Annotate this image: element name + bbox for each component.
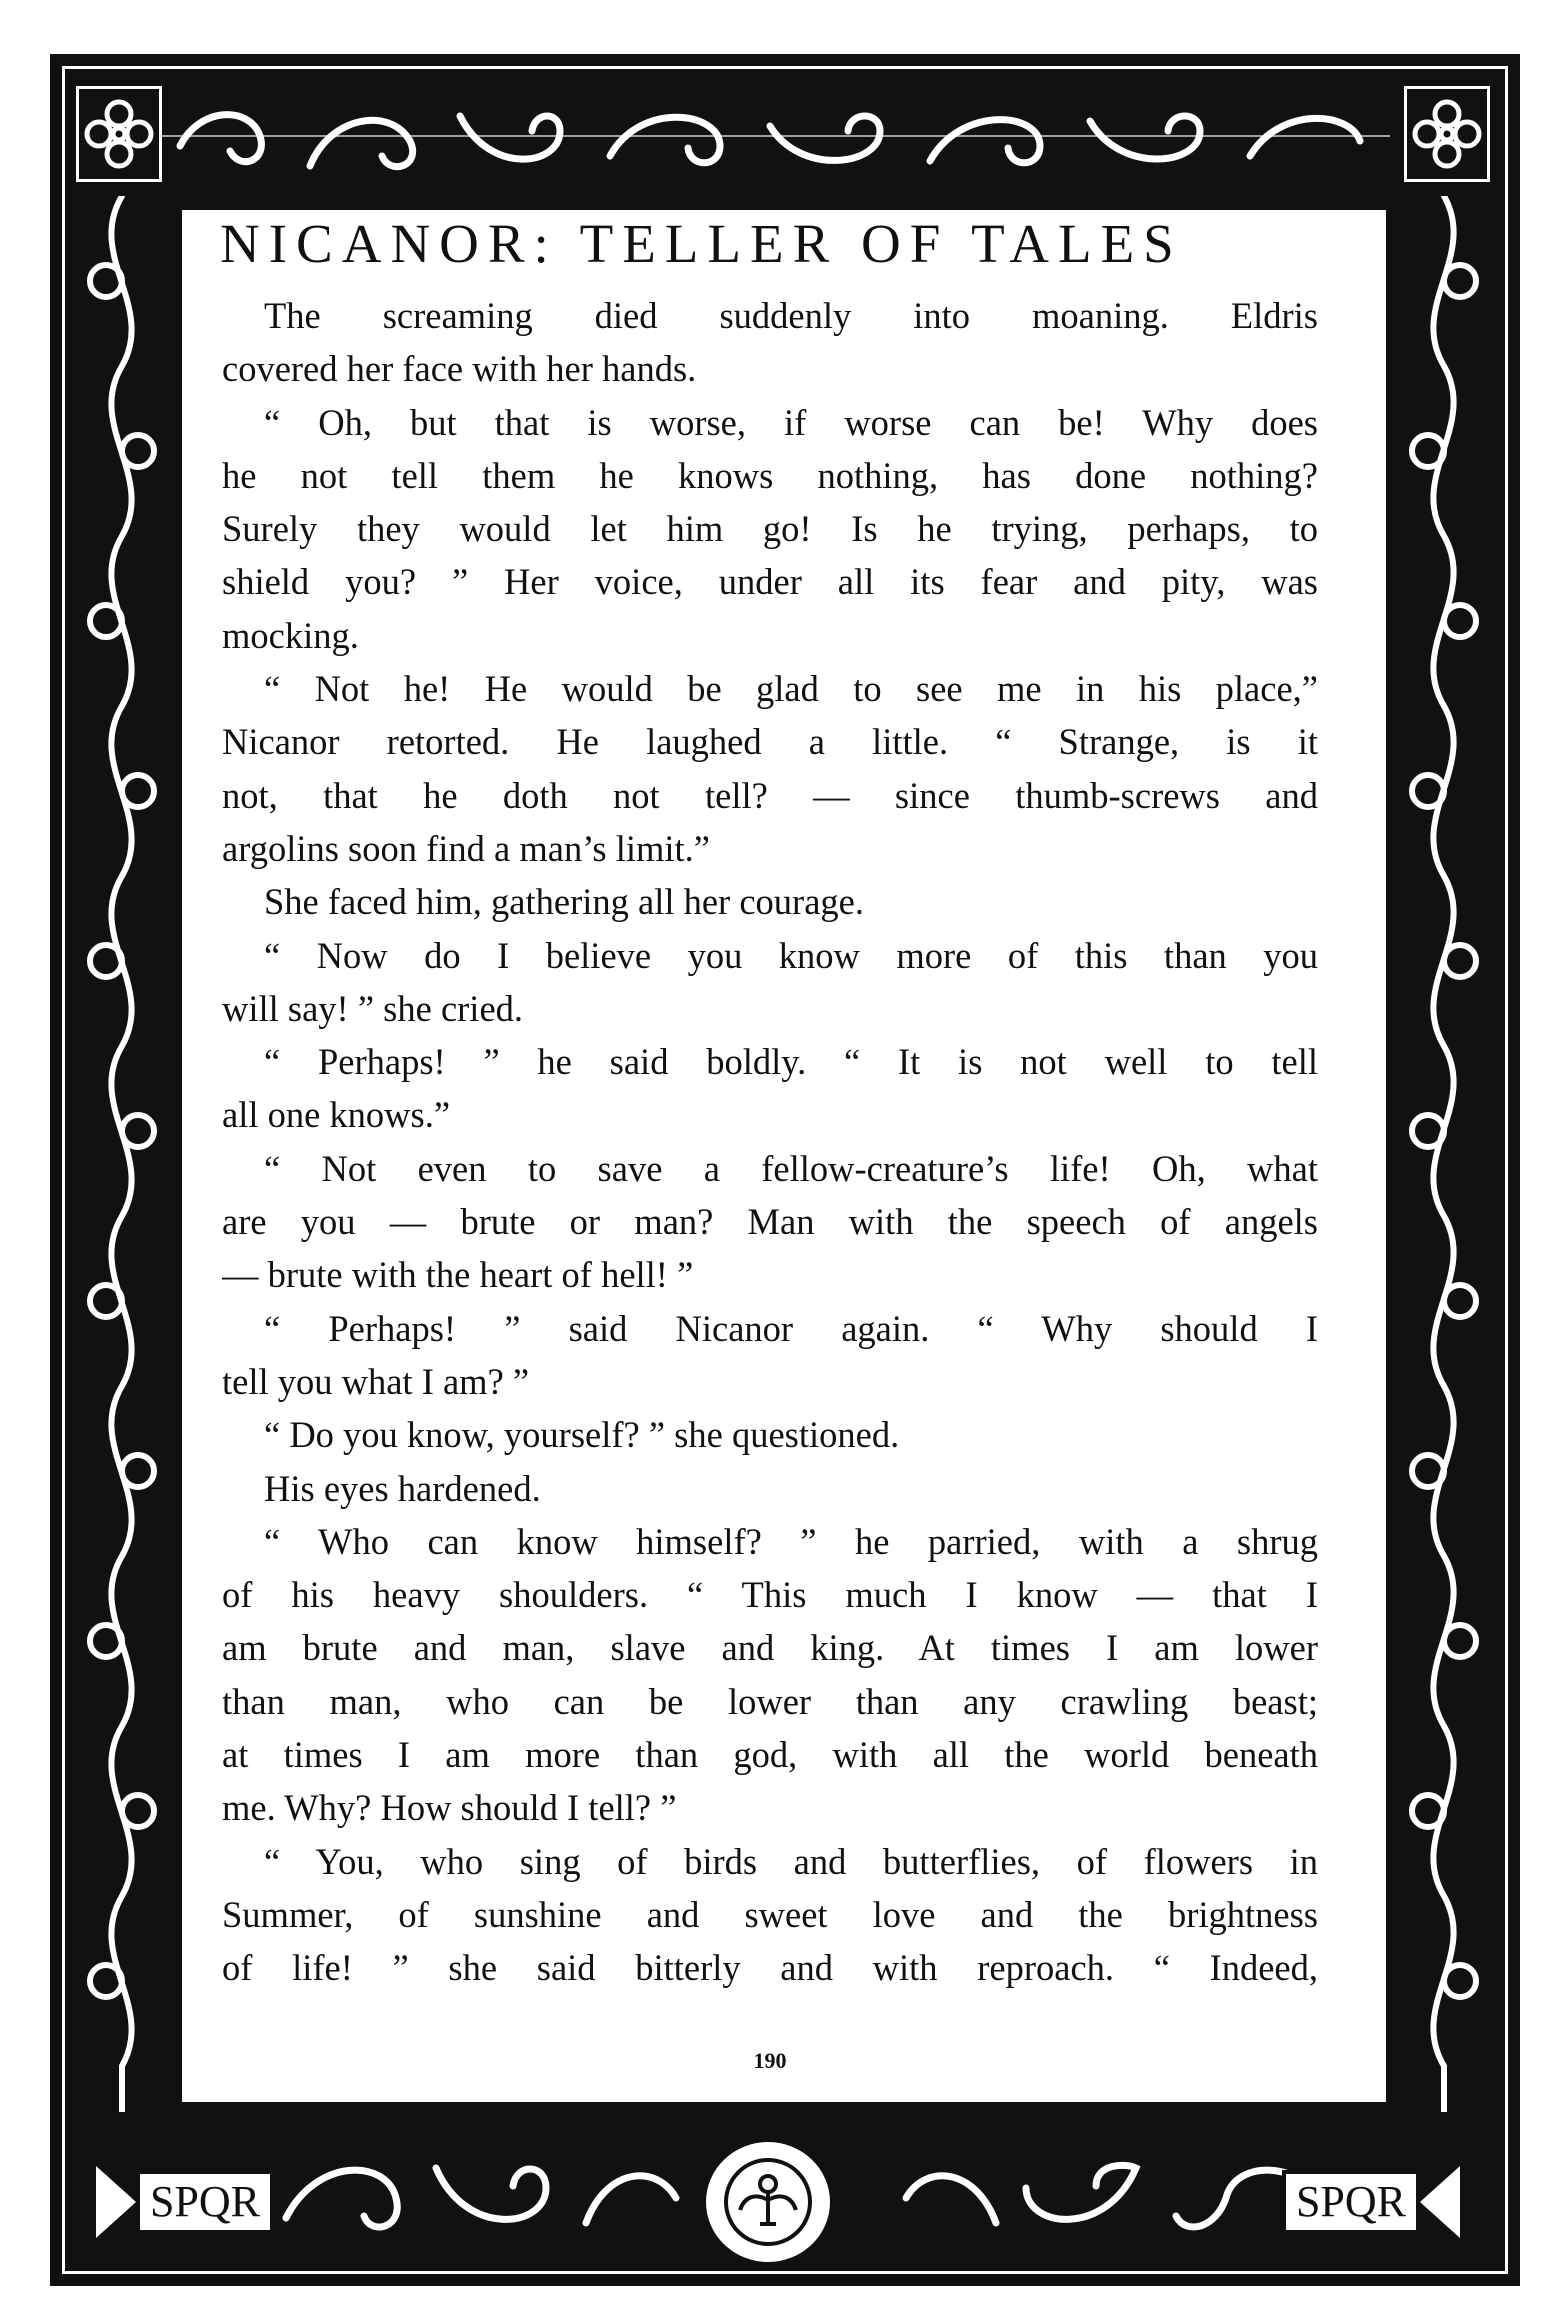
text-line: Nicanor retorted. He laughed a little. “ Strange, is it bbox=[222, 721, 1318, 763]
eagle-icon bbox=[724, 2158, 812, 2246]
text-line: His eyes hardened. bbox=[264, 1467, 541, 1509]
text-line: “ Perhaps! ” he said boldly. “ It is not well to tell bbox=[264, 1041, 1318, 1083]
text-line: of his heavy shoulders. “ This much I know — that I bbox=[222, 1574, 1318, 1616]
text-line: — brute with the heart of hell! ” bbox=[222, 1254, 694, 1296]
text-line: shield you? ” Her voice, under all its fear and pity, was bbox=[222, 561, 1318, 603]
text-line: Summer, of sunshine and sweet love and the brightness bbox=[222, 1893, 1318, 1935]
left-scroll-ornament bbox=[76, 196, 168, 2112]
text-line: tell you what I am? ” bbox=[222, 1360, 530, 1402]
body-text bbox=[222, 289, 1318, 1995]
text-line: not, that he doth not tell? — since thumb-screws and bbox=[222, 774, 1318, 816]
text-line: covered her face with her hands. bbox=[222, 348, 697, 390]
text-line: “ Now do I believe you know more of this than you bbox=[264, 934, 1318, 976]
text-line: She faced him, gathering all her courage. bbox=[264, 881, 864, 923]
text-line: “ Perhaps! ” said Nicanor again. “ Why should I bbox=[264, 1307, 1318, 1349]
text-line: “ Not even to save a fellow-creature’s life! Oh, what bbox=[264, 1147, 1318, 1189]
page-number: 190 bbox=[753, 2048, 787, 2073]
text-line: “ Who can know himself? ” he parried, with a shrug bbox=[264, 1520, 1318, 1562]
tablet-wing-right bbox=[1420, 2166, 1460, 2238]
text-line: me. Why? How should I tell? ” bbox=[222, 1787, 677, 1829]
text-line: “ Do you know, yourself? ” she questioned. bbox=[264, 1414, 900, 1456]
text-line: he not tell them he knows nothing, has done nothing? bbox=[222, 454, 1318, 496]
text-line: “ Not he! He would be glad to see me in his place,” bbox=[264, 668, 1318, 710]
right-scroll-ornament bbox=[1398, 196, 1490, 2112]
spqr-tablet-right: SPQR bbox=[1282, 2170, 1420, 2234]
corner-flower-ornament-left bbox=[76, 86, 162, 182]
text-line: than man, who can be lower than any crawling beast; bbox=[222, 1680, 1318, 1722]
text-line: Surely they would let him go! Is he trying, perhaps, to bbox=[222, 508, 1318, 550]
text-line: The screaming died suddenly into moaning. Eldris bbox=[264, 295, 1318, 336]
text-line: are you — brute or man? Man with the speech of angels bbox=[222, 1201, 1318, 1243]
text-line: at times I am more than god, with all the world beneath bbox=[222, 1734, 1318, 1776]
text-line: “ Oh, but that is worse, if worse can be! Why does bbox=[264, 401, 1318, 443]
text-line: all one knows.” bbox=[222, 1094, 451, 1136]
running-head: NICANOR: TELLER OF TALES bbox=[220, 213, 1183, 274]
tablet-wing-left bbox=[96, 2166, 136, 2238]
text-line: will say! ” she cried. bbox=[222, 987, 524, 1029]
text-line: “ You, who sing of birds and butterflies, of flowers in bbox=[264, 1840, 1318, 1882]
text-line: mocking. bbox=[222, 614, 359, 656]
top-scroll-ornament bbox=[160, 86, 1390, 188]
text-line: of life! ” she said bitterly and with reproach. “ Indeed, bbox=[222, 1947, 1318, 1989]
text-line: argolins soon find a man’s limit.” bbox=[222, 827, 710, 869]
spqr-tablet-left: SPQR bbox=[136, 2170, 274, 2234]
text-line: am brute and man, slave and king. At times I am lower bbox=[222, 1627, 1318, 1669]
corner-flower-ornament-right bbox=[1404, 86, 1490, 182]
